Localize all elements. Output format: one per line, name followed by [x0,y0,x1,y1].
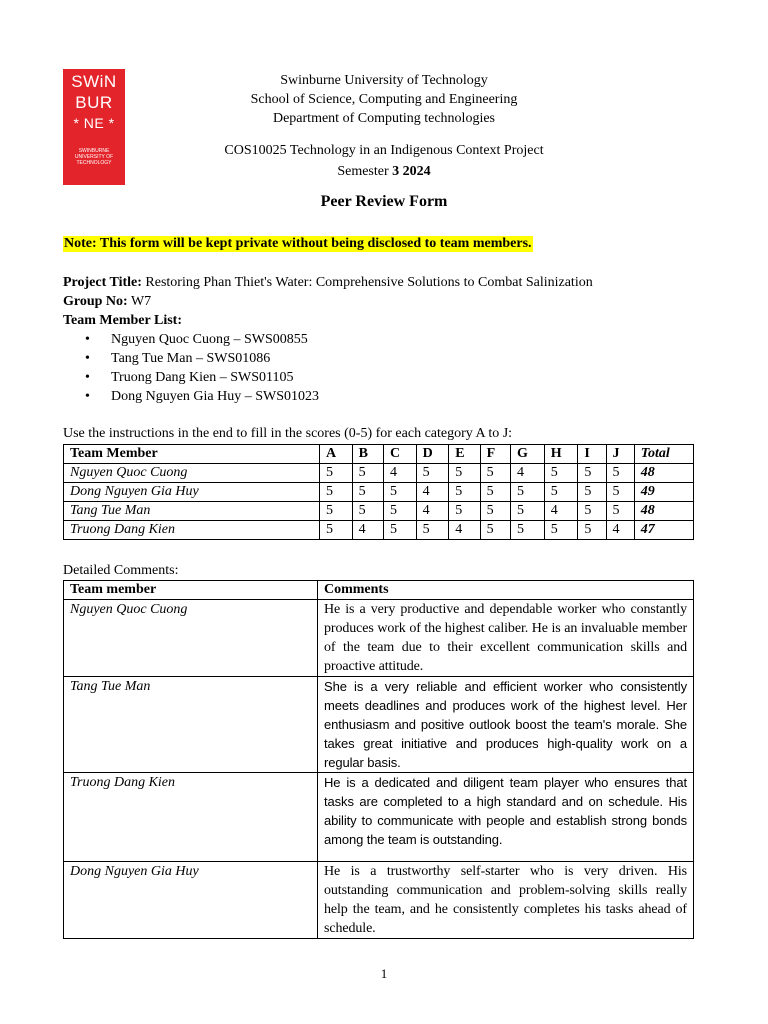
page-number: 1 [380,966,388,981]
table-row [64,502,694,521]
score-cell: 5 [384,502,417,521]
header-c: C [384,445,417,464]
logo-line-1: SWiN [71,72,117,91]
score-cell: 5 [449,464,480,483]
table-row [64,862,694,939]
semester-label: Semester [337,164,393,179]
score-cell: 5 [352,464,383,483]
score-cell: 5 [320,502,353,521]
header-a: A [320,445,353,464]
comment-text: He is a trustworthy self-starter who is very driven. His outstanding communication and problem-solving skills really help the team, and he consistently completes his tasks ahead of schedule. [318,862,694,939]
project-title-line [63,273,593,292]
group-label: Group No: [63,294,128,309]
score-cell: 5 [384,483,417,502]
score-cell: 5 [544,464,578,483]
header-e: E [449,445,480,464]
header-team-member: Team member [64,581,318,600]
header-f: F [480,445,510,464]
logo-small-1: SWINBURNE [78,148,110,154]
score-cell: 5 [544,521,578,540]
score-cell: 4 [384,464,417,483]
score-cell: 4 [606,521,634,540]
department-name: Department of Computing technologies [272,111,495,126]
list-item: • Nguyen Quoc Cuong – SWS00855 [111,330,319,349]
list-item: • Tang Tue Man – SWS01086 [111,349,319,368]
member-name: Tang Tue Man [64,677,318,773]
logo-small-3: TECHNOLOGY [76,160,112,166]
member-name: Tang Tue Man [64,502,320,521]
header-g: G [511,445,545,464]
project-title-value: Restoring Phan Thiet's Water: Comprehensive Solutions to Combat Salinization [141,275,593,290]
header-h: H [544,445,578,464]
comment-text: He is a dedicated and diligent team player who ensures that tasks are completed to a high standard and on schedule. His ability to communicate with people and establish strong bonds among the team is outstanding. [318,773,694,862]
score-cell: 4 [416,483,449,502]
score-cell: 5 [320,483,353,502]
course-name: COS10025 Technology in an Indigenous Context Project [224,143,544,158]
score-cell: 5 [511,483,545,502]
score-cell: 4 [544,502,578,521]
score-cell: 5 [544,483,578,502]
score-cell: 5 [352,502,383,521]
score-cell: 4 [511,464,545,483]
score-cell: 5 [606,502,634,521]
table-row [64,483,694,502]
group-line [63,292,151,311]
total-cell: 48 [634,464,693,483]
score-cell: 5 [384,521,417,540]
score-cell: 5 [606,483,634,502]
score-cell: 5 [320,521,353,540]
score-cell: 5 [578,502,606,521]
list-item: • Truong Dang Kien – SWS01105 [111,368,319,387]
score-cell: 5 [578,521,606,540]
comments-table [63,580,694,939]
member-name: Nguyen Quoc Cuong [64,464,320,483]
university-name: Swinburne University of Technology [280,73,488,88]
header-d: D [416,445,449,464]
score-cell: 4 [352,521,383,540]
scores-table [63,444,694,540]
score-cell: 5 [416,464,449,483]
score-cell: 5 [480,483,510,502]
score-cell: 5 [320,464,353,483]
table-row [64,600,694,677]
score-cell: 5 [449,483,480,502]
member-name: Truong Dang Kien [64,521,320,540]
instructions: Use the instructions in the end to fill in the scores (0-5) for each category A to J: [63,426,513,441]
header-b: B [352,445,383,464]
score-cell: 5 [480,502,510,521]
members-label: Team Member List: [63,313,182,328]
comment-text: She is a very reliable and efficient worker who consistently meets deadlines and produces work of the highest level. Her enthusiasm and positive outlook boost the team's morale. She takes great initiative and produces high-quality work on a regular basis. [318,677,694,773]
header-i: I [578,445,606,464]
group-value: W7 [127,294,152,309]
logo-line-3: * NE * [73,115,115,131]
list-item: • Dong Nguyen Gia Huy – SWS01023 [111,387,319,406]
score-cell: 4 [449,521,480,540]
score-cell: 5 [578,464,606,483]
total-cell: 47 [634,521,693,540]
total-cell: 49 [634,483,693,502]
header-total: Total [634,445,693,464]
score-cell: 5 [352,483,383,502]
score-cell: 5 [578,483,606,502]
logo-line-2: BUR [75,93,113,112]
logo-small-2: UNIVERSITY OF [74,154,114,160]
table-row [64,677,694,773]
score-cell: 4 [416,502,449,521]
member-name: Nguyen Quoc Cuong [64,600,318,677]
table-row [64,521,694,540]
member-name: Dong Nguyen Gia Huy [64,862,318,939]
table-header-row [64,581,694,600]
score-cell: 5 [606,464,634,483]
semester-value: 3 2024 [392,164,431,179]
header-j: J [606,445,634,464]
score-cell: 5 [480,464,510,483]
form-title: Peer Review Form [320,193,448,210]
score-cell: 5 [480,521,510,540]
table-row [64,464,694,483]
score-cell: 5 [511,521,545,540]
score-cell: 5 [416,521,449,540]
school-name: School of Science, Computing and Engineering [250,92,518,107]
table-header-row [64,445,694,464]
score-cell: 5 [511,502,545,521]
member-name: Dong Nguyen Gia Huy [64,483,320,502]
semester [0,164,768,180]
score-cell: 5 [449,502,480,521]
total-cell: 48 [634,502,693,521]
header-team-member: Team Member [64,445,320,464]
comment-text: He is a very productive and dependable worker who constantly produces work of the highest caliber. He is an invaluable member of the team due to their excellent communication skills and proactive attitude. [318,600,694,677]
privacy-note: Note: This form will be kept private without being disclosed to team members. [64,236,532,251]
team-member-list [63,330,319,406]
table-row [64,773,694,862]
member-name: Truong Dang Kien [64,773,318,862]
members-heading [63,311,182,330]
detailed-comments-label: Detailed Comments: [63,563,179,578]
header-comments: Comments [318,581,694,600]
project-title-label: Project Title: [63,275,142,290]
